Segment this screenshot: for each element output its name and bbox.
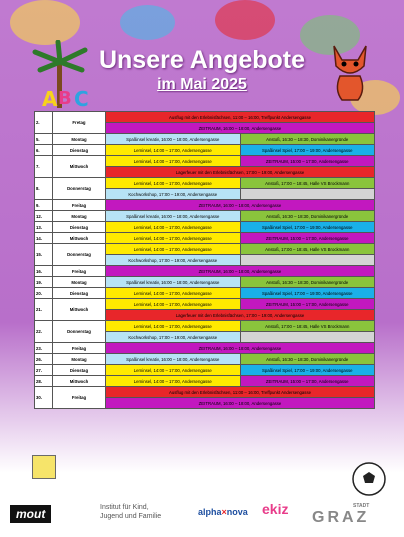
activity-cell: Lerninsel, 14:00 – 17:00, Andersengasse bbox=[106, 376, 241, 387]
table-row bbox=[35, 343, 375, 354]
activity-cell: Spaßinsel Spiel, 17:00 – 19:00, Andersengasse bbox=[240, 145, 375, 156]
weekday-cell: Montag bbox=[53, 277, 106, 288]
table-row bbox=[35, 321, 375, 332]
weekday-cell: Mittwoch bbox=[53, 299, 106, 321]
paint-splash bbox=[10, 0, 80, 45]
activity-cell: Ausflug mit den Erlebnisfächsen, 11:00 – 16:00, Treffpunkt Andersengasse bbox=[106, 112, 375, 123]
table-row bbox=[35, 112, 375, 123]
weekday-cell: Montag bbox=[53, 354, 106, 365]
table-row bbox=[35, 222, 375, 233]
table-row bbox=[35, 211, 375, 222]
activity-cell: ZEITRAUM, 15:00 – 17:00, Andersengasse bbox=[240, 156, 375, 167]
logo-graz: GRAZ bbox=[312, 509, 370, 526]
activity-cell: Lerninsel, 14:00 – 17:00, Andersengasse bbox=[106, 145, 241, 156]
sponsor-logos bbox=[0, 497, 404, 537]
activity-cell: Anstoß, 17:00 – 18:45, Halle VS Brockmann bbox=[240, 244, 375, 255]
logo-stadt: STADT bbox=[353, 503, 370, 509]
activity-cell: Lerninsel, 14:00 – 17:00, Andersengasse bbox=[106, 233, 241, 244]
activity-cell: Lerninsel, 14:00 – 17:00, Andersengasse bbox=[106, 321, 241, 332]
activity-cell: Anstoß, 16:30 – 18:30, Dominikanergründe bbox=[240, 277, 375, 288]
activity-cell: Lagerfeuer mit den Erlebnisfächsen, 17:00 – 19:00, Andersengasse bbox=[106, 310, 375, 321]
date-cell: 16. bbox=[35, 266, 53, 277]
date-cell: 2. bbox=[35, 112, 53, 134]
date-cell: 19. bbox=[35, 277, 53, 288]
date-cell: 21. bbox=[35, 299, 53, 321]
page-title: Unsere Angebote bbox=[98, 46, 306, 74]
table-row bbox=[35, 365, 375, 376]
activity-cell: Lerninsel, 14:00 – 17:00, Andersengasse bbox=[106, 222, 241, 233]
date-cell: 15. bbox=[35, 244, 53, 266]
activity-cell: ZEITRAUM, 15:00 – 17:00, Andersengasse bbox=[240, 233, 375, 244]
svg-text:B: B bbox=[58, 88, 72, 109]
table-row bbox=[35, 299, 375, 310]
date-cell: 13. bbox=[35, 222, 53, 233]
logo-institut bbox=[100, 503, 161, 521]
date-cell: 14. bbox=[35, 233, 53, 244]
activity-cell: Spaßinsel Spiel, 17:00 – 19:00, Andersengasse bbox=[240, 222, 375, 233]
weekday-cell: Donnerstag bbox=[53, 321, 106, 343]
date-cell: 20. bbox=[35, 288, 53, 299]
activity-cell: Spaßinsel kreativ, 16:00 – 18:00, Andersengasse bbox=[106, 211, 241, 222]
activity-cell: ZEITRAUM, 15:00 – 17:00, Andersengasse bbox=[240, 299, 375, 310]
activity-cell: Kochworkshop, 17:00 – 19:00, Andersengasse bbox=[106, 255, 241, 266]
table-row bbox=[35, 233, 375, 244]
activity-cell: ZEITRAUM, 16:00 – 18:00, Andersengasse bbox=[106, 343, 375, 354]
weekday-cell: Freitag bbox=[53, 343, 106, 354]
activity-cell: Kochworkshop, 17:00 – 19:00, Andersengasse bbox=[106, 189, 241, 200]
date-cell: 7. bbox=[35, 156, 53, 178]
activity-cell: Anstoß, 17:00 – 18:45, Halle VS Brockmann bbox=[240, 321, 375, 332]
activity-cell: ZEITRAUM, 16:00 – 18:00, Andersengasse bbox=[106, 266, 375, 277]
activity-cell: Anstoß, 16:30 – 18:30, Dominikanergründe bbox=[240, 354, 375, 365]
activity-cell: ZEITRAUM, 16:00 – 18:00, Andersengasse bbox=[106, 398, 375, 409]
weekday-cell: Dienstag bbox=[53, 288, 106, 299]
date-cell: 9. bbox=[35, 200, 53, 211]
schedule-table bbox=[34, 111, 375, 409]
soccer-ball-illustration bbox=[352, 462, 386, 496]
logo-institut-line2: Jugend und Familie bbox=[100, 513, 162, 520]
logo-ekiz: ekiz bbox=[262, 501, 289, 517]
paint-splash bbox=[120, 5, 175, 40]
weekday-cell: Montag bbox=[53, 134, 106, 145]
table-row bbox=[35, 178, 375, 189]
table-row bbox=[35, 277, 375, 288]
weekday-cell: Mittwoch bbox=[53, 376, 106, 387]
activity-cell: ZEITRAUM, 15:00 – 17:00, Andersengasse bbox=[240, 376, 375, 387]
logo-stadt-graz bbox=[312, 503, 369, 527]
activity-cell: Kochworkshop, 17:00 – 19:00, Andersengasse bbox=[106, 332, 241, 343]
activity-cell: Spaßinsel kreativ, 16:00 – 18:00, Andersengasse bbox=[106, 354, 241, 365]
date-cell: 27. bbox=[35, 365, 53, 376]
activity-cell: ZEITRAUM, 16:00 – 18:00, Andersengasse bbox=[106, 200, 375, 211]
table-row bbox=[35, 145, 375, 156]
activity-cell: Spaßinsel Spiel, 17:00 – 19:00, Andersengasse bbox=[240, 365, 375, 376]
weekday-cell: Dienstag bbox=[53, 365, 106, 376]
table-row bbox=[35, 134, 375, 145]
activity-cell: Lerninsel, 14:00 – 17:00, Andersengasse bbox=[106, 156, 241, 167]
svg-text:A: A bbox=[42, 87, 58, 110]
date-cell: 6. bbox=[35, 145, 53, 156]
activity-cell: Anstoß, 16:30 – 18:30, Dominikanergründe bbox=[240, 211, 375, 222]
weekday-cell: Freitag bbox=[53, 266, 106, 277]
table-row bbox=[35, 376, 375, 387]
weekday-cell: Montag bbox=[53, 211, 106, 222]
logo-institut-line1: Institut für Kind, bbox=[100, 504, 149, 511]
table-row bbox=[35, 244, 375, 255]
table-row bbox=[35, 288, 375, 299]
logo-alpha: alpha bbox=[198, 507, 222, 517]
date-cell: 8. bbox=[35, 178, 53, 200]
kids-illustration bbox=[32, 455, 56, 479]
activity-cell: Lerninsel, 14:00 – 17:00, Andersengasse bbox=[106, 299, 241, 310]
activity-cell: Lerninsel, 14:00 – 17:00, Andersengasse bbox=[106, 365, 241, 376]
date-cell: 30. bbox=[35, 387, 53, 409]
activity-cell: Spaßinsel Spiel, 17:00 – 19:00, Andersengasse bbox=[240, 288, 375, 299]
weekday-cell: Fretag bbox=[53, 112, 106, 134]
table-row bbox=[35, 156, 375, 167]
date-cell: 22. bbox=[35, 321, 53, 343]
activity-cell: Anstoß, 16:30 – 18:30, Dominikanergründe bbox=[240, 134, 375, 145]
activity-cell: Ausflug mit den Erlebnisfächsen, 11:00 – 16:00, Treffpunkt Andersengasse bbox=[106, 387, 375, 398]
weekday-cell: Dienstag bbox=[53, 145, 106, 156]
logo-nova: nova bbox=[226, 507, 248, 517]
activity-cell: Anstoß, 17:00 – 18:45, Halle VS Brockmann bbox=[240, 178, 375, 189]
activity-cell: Lerninsel, 14:00 – 17:00, Andersengasse bbox=[106, 288, 241, 299]
activity-cell: Lerninsel, 14:00 – 17:00, Andersengasse bbox=[106, 178, 241, 189]
table-row bbox=[35, 266, 375, 277]
svg-text:C: C bbox=[74, 87, 89, 110]
table-row bbox=[35, 200, 375, 211]
weekday-cell: Donnerstag bbox=[53, 244, 106, 266]
paint-splash bbox=[215, 0, 275, 40]
table-row bbox=[35, 354, 375, 365]
activity-cell: Lerninsel, 14:00 – 17:00, Andersengasse bbox=[106, 244, 241, 255]
weekday-cell: Donnerstag bbox=[53, 178, 106, 200]
activity-cell bbox=[240, 189, 375, 200]
date-cell: 26. bbox=[35, 354, 53, 365]
activity-cell: Spaßinsel kreativ, 16:00 – 18:00, Andersengasse bbox=[106, 134, 241, 145]
activity-cell: Spaßinsel kreativ, 16:00 – 18:00, Andersengasse bbox=[106, 277, 241, 288]
logo-mout: mout bbox=[10, 505, 51, 523]
date-cell: 23. bbox=[35, 343, 53, 354]
weekday-cell: Freitag bbox=[53, 387, 106, 409]
logo-alpha-nova: alpha×nova bbox=[198, 507, 248, 517]
activity-cell: ZEITRAUM, 16:00 – 18:00, Andersengasse bbox=[106, 123, 375, 134]
activity-cell: Lagerfeuer mit den Erlebnisfächsen, 17:00 – 19:00, Andersengasse bbox=[106, 167, 375, 178]
activity-cell bbox=[240, 332, 375, 343]
date-cell: 12. bbox=[35, 211, 53, 222]
weekday-cell: Dienstag bbox=[53, 222, 106, 233]
date-cell: 28. bbox=[35, 376, 53, 387]
date-cell: 5. bbox=[35, 134, 53, 145]
table-row bbox=[35, 387, 375, 398]
weekday-cell: Mittwoch bbox=[53, 156, 106, 178]
weekday-cell: Mittwoch bbox=[53, 233, 106, 244]
activity-cell bbox=[240, 255, 375, 266]
weekday-cell: Freitag bbox=[53, 200, 106, 211]
page-subtitle: im Mai 2025 bbox=[157, 76, 247, 93]
